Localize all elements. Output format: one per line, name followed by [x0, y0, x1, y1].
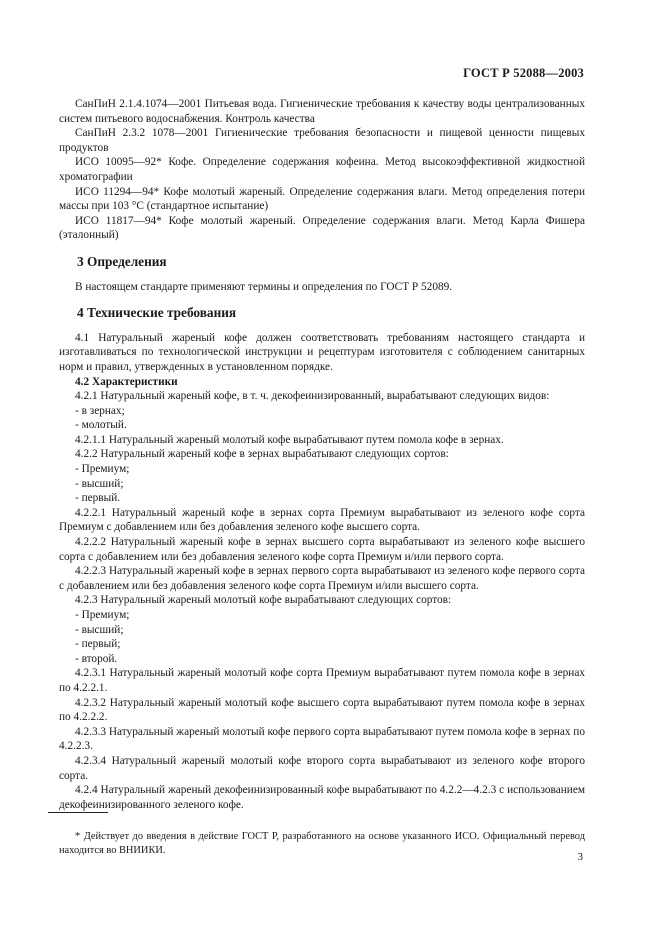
reference-item: СанПиН 2.3.2 1078—2001 Гигиенические требования безопасности и пищевой ценности пищевых продуктов	[59, 127, 585, 154]
paragraph-4-2-3-2: 4.2.3.2 Натуральный жареный молотый кофе высшего сорта вырабатывают путем помола кофе в зернах по 4.2.2.2.	[59, 696, 585, 724]
paragraph-4-2-3-3: 4.2.3.3 Натуральный жареный молотый кофе первого сорта вырабатывают путем помола кофе в зернах по 4.2.2.3.	[59, 725, 585, 753]
section-4-heading: 4 Технические требования	[77, 305, 237, 321]
reference-item: ИСО 10095—92* Кофе. Определение содержания кофеина. Метод высокоэффективной жидкостной хроматографии	[59, 156, 585, 183]
page-number: 3	[577, 851, 583, 863]
reference-item: СанПиН 2.1.4.1074—2001 Питьевая вода. Гигиенические требования к качеству воды централизованных систем питьевого водоснабжения. Контроль качества	[59, 98, 585, 125]
paragraph-4-2-4: 4.2.4 Натуральный жареный декофеинизированный кофе вырабатывают по 4.2.2—4.2.3 с использованием декофеинизированного зеленого кофе.	[59, 784, 585, 811]
paragraph-4-2-1: 4.2.1 Натуральный жареный кофе, в т. ч. декофеинизированный, вырабатывают следующих видов:	[75, 390, 550, 403]
list-item: - Премиум;	[75, 463, 130, 476]
footnote: * Действует до введения в действие ГОСТ Р, разработанного на основе указанного ИСО. Официальный перевод находится во ВНИИКИ.	[59, 831, 585, 857]
list-item: - второй.	[75, 652, 118, 665]
paragraph-4-2-2-1: 4.2.2.1 Натуральный жареный кофе в зернах сорта Премиум вырабатывают из зеленого кофе сорта Премиум с добавлением или без добавления зеленого кофе высшего сорта.	[59, 506, 585, 534]
list-item: - в зернах;	[75, 404, 125, 417]
section-3-text: В настоящем стандарте применяют термины и определения по ГОСТ Р 52089.	[75, 280, 453, 293]
paragraph-4-2-2: 4.2.2 Натуральный жареный кофе в зернах вырабатывают следующих сортов:	[75, 448, 449, 461]
paragraph-4-2-1-1: 4.2.1.1 Натуральный жареный молотый кофе вырабатывают путем помола кофе в зернах.	[75, 433, 504, 446]
section-3-heading: 3 Определения	[77, 253, 167, 269]
reference-item: ИСО 11817—94* Кофе молотый жареный. Определение содержания влаги. Метод Карла Фишера (эталонный)	[59, 214, 585, 242]
reference-item: ИСО 11294—94* Кофе молотый жареный. Определение содержания влаги. Метод определения потери массы при 103 °С (стандартное испытание)	[59, 185, 585, 213]
paragraph-4-2-3-4: 4.2.3.4 Натуральный жареный молотый кофе второго сорта вырабатывают из зеленого кофе второго сорта.	[59, 754, 585, 782]
paragraph-4-2-3: 4.2.3 Натуральный жареный молотый кофе вырабатывают следующих сортов:	[75, 594, 452, 607]
list-item: - Премиум;	[75, 609, 130, 621]
paragraph-4-1: 4.1 Натуральный жареный кофе должен соответствовать требованиям настоящего стандарта и изготавливаться по технологической инструкции и рецептурам изготовителя с соблюдением санитарных норм и правил, утвержденных в установленном порядке.	[59, 331, 585, 373]
document-body	[59, 97, 585, 812]
list-item: - высший;	[75, 623, 124, 636]
paragraph-4-2-2-3: 4.2.2.3 Натуральный жареный кофе в зернах первого сорта вырабатывают из зеленого кофе первого сорта с добавлением или без добавления зеленого кофе сорта Премиум и/или высшего сорта.	[59, 565, 585, 592]
list-item: - первый.	[75, 492, 121, 505]
paragraph-4-2-2-2: 4.2.2.2 Натуральный жареный кофе в зернах высшего сорта вырабатывают из зеленого кофе высшего сорта с добавлением или без добавления зеленого кофе сорта Премиум и/или первого сорта.	[59, 536, 585, 563]
paragraph-4-2-3-1: 4.2.3.1 Натуральный жареный молотый кофе сорта Премиум вырабатывают путем помола кофе в зернах по 4.2.2.1.	[59, 667, 585, 694]
document-header: ГОСТ Р 52088—2003	[463, 66, 584, 80]
footnote-divider	[48, 812, 108, 813]
subsection-4-2-heading: 4.2 Характеристики	[75, 375, 178, 388]
list-item: - высший;	[75, 477, 124, 490]
list-item: - молотый.	[75, 419, 127, 432]
list-item: - первый;	[75, 638, 121, 651]
